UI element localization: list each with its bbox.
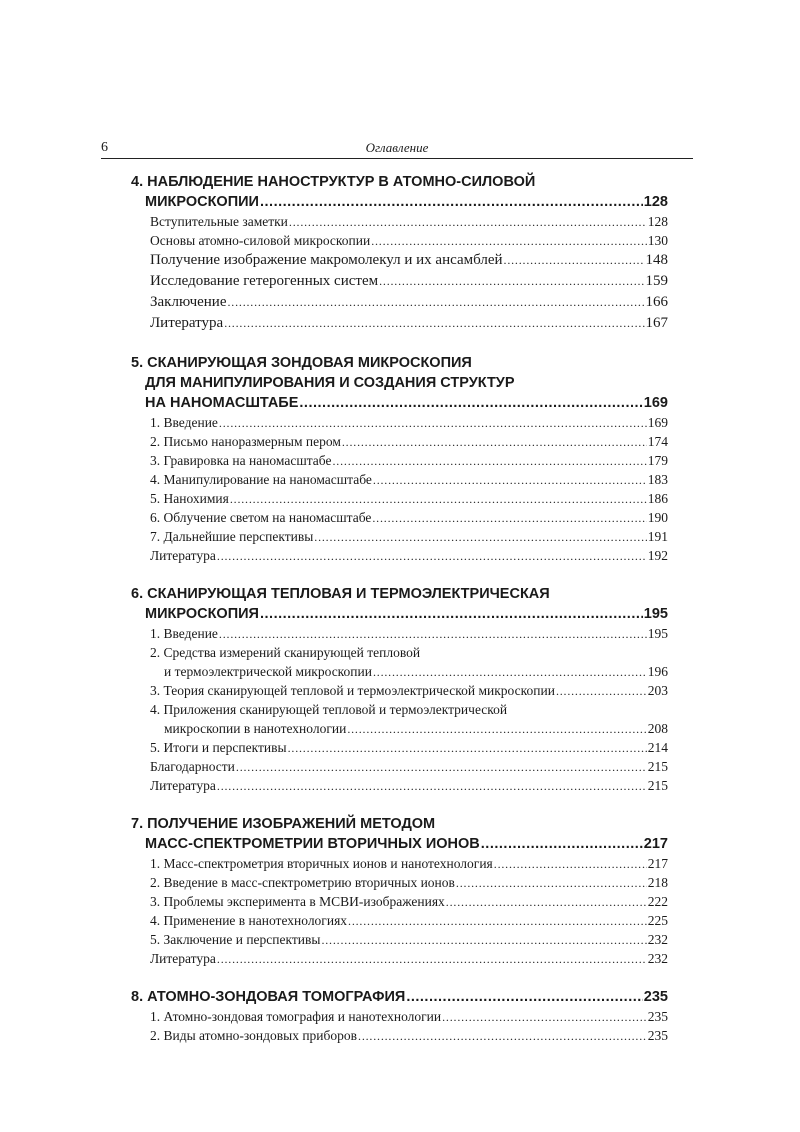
chapter-title-line[interactable] (131, 987, 668, 1007)
dot-leader (379, 271, 644, 292)
chapter-title-line[interactable] (131, 353, 668, 373)
toc-entry[interactable] (131, 250, 668, 271)
chapter-title-text: МАСС-СПЕКТРОМЕТРИИ ВТОРИЧНЫХ ИОНОВ (145, 836, 480, 852)
entry-page-number: 192 (647, 548, 668, 563)
toc-chapter-7 (131, 814, 668, 968)
running-title: Оглавление (365, 140, 429, 155)
entry-page-number: 179 (647, 453, 668, 468)
entry-page-number: 196 (647, 664, 668, 679)
entry-title: 3. Теория сканирующей тепловой и термоэлектрической микроскопии (150, 683, 555, 698)
toc-entry[interactable] (131, 508, 668, 527)
page-number: 6 (101, 140, 108, 155)
chapter-title-text: 8. АТОМНО-ЗОНДОВАЯ ТОМОГРАФИЯ (131, 989, 406, 1005)
chapter-page-number: 235 (643, 989, 668, 1005)
entry-page-number: 186 (647, 491, 668, 506)
entry-page-number: 214 (647, 740, 668, 755)
entry-page-number: 225 (647, 913, 668, 928)
toc-entry[interactable] (131, 854, 668, 873)
toc-entry[interactable] (131, 1026, 668, 1045)
entry-title: 1. Введение (150, 626, 218, 641)
table-of-contents (131, 172, 668, 1045)
toc-entry[interactable] (131, 451, 668, 470)
entry-title: 3. Проблемы эксперимента в МСВИ-изображениях (150, 894, 445, 909)
entry-title: Исследование гетерогенных систем (150, 273, 379, 289)
entry-page-number: 208 (647, 721, 668, 736)
dot-leader (556, 681, 647, 701)
entry-page-number: 169 (647, 415, 668, 430)
toc-entry[interactable] (131, 271, 668, 292)
chapter-page-number: 128 (643, 194, 668, 210)
toc-entry[interactable] (131, 546, 668, 565)
toc-entry[interactable] (131, 313, 668, 334)
entry-title: 4. Применение в нанотехнологиях (150, 913, 348, 928)
dot-leader (481, 834, 643, 854)
header-rule (101, 158, 693, 159)
chapter-title-line[interactable] (131, 192, 668, 212)
entry-page-number: 232 (647, 932, 668, 947)
dot-leader (260, 604, 643, 624)
entry-page-number: 183 (647, 472, 668, 487)
entry-page-number: 159 (645, 273, 668, 289)
chapter-title-text: 6. СКАНИРУЮЩАЯ ТЕПЛОВАЯ И ТЕРМОЭЛЕКТРИЧЕСКАЯ (131, 586, 550, 602)
entry-title: Основы атомно-силовой микроскопии (150, 233, 371, 248)
entry-page-number: 174 (647, 434, 668, 449)
dot-leader (321, 930, 646, 950)
dot-leader (373, 470, 647, 490)
chapter-title-text: 4. НАБЛЮДЕНИЕ НАНОСТРУКТУР В АТОМНО-СИЛОВОЙ (131, 174, 536, 190)
entry-title: Заключение (150, 294, 227, 310)
toc-entry[interactable] (131, 212, 668, 231)
entry-title: 1. Введение (150, 415, 218, 430)
entry-title: 7. Дальнейшие перспективы (150, 529, 314, 544)
toc-entry[interactable] (131, 470, 668, 489)
toc-chapter-4 (131, 172, 668, 334)
entry-title: 5. Итоги и перспективы (150, 740, 287, 755)
dot-leader (504, 250, 645, 271)
dot-leader (358, 1026, 647, 1046)
entry-title: 1. Атомно-зондовая томография и нанотехнологии (150, 1009, 442, 1024)
dot-leader (442, 1007, 647, 1027)
dot-leader (347, 719, 646, 739)
dot-leader (446, 892, 647, 912)
dot-leader (224, 313, 644, 334)
toc-entry[interactable] (131, 757, 668, 776)
dot-leader (236, 757, 647, 777)
toc-entry[interactable] (131, 489, 668, 508)
entry-title: 2. Средства измерений сканирующей тепловой (150, 645, 421, 660)
entry-title: микроскопии в нанотехнологии (164, 721, 347, 736)
entry-title: Получение изображение макромолекул и их ансамблей (150, 252, 503, 268)
entry-title: Благодарности (150, 759, 235, 774)
dot-leader (371, 231, 647, 251)
entry-page-number: 130 (647, 233, 668, 248)
entry-page-number: 203 (647, 683, 668, 698)
dot-leader (228, 292, 645, 313)
dot-leader (288, 738, 647, 758)
dot-leader (372, 508, 646, 528)
entry-page-number: 166 (645, 294, 668, 310)
entry-title: и термоэлектрической микроскопии (164, 664, 372, 679)
toc-entry[interactable] (131, 949, 668, 968)
entry-title: Литература (150, 315, 224, 331)
page-header (101, 140, 693, 158)
dot-leader (289, 212, 647, 232)
toc-entry[interactable] (131, 292, 668, 313)
entry-page-number: 218 (647, 875, 668, 890)
toc-entry[interactable] (131, 930, 668, 949)
toc-entry[interactable] (131, 662, 668, 681)
dot-leader (217, 546, 647, 566)
chapter-title-text: ДЛЯ МАНИПУЛИРОВАНИЯ И СОЗДАНИЯ СТРУКТУР (145, 375, 515, 391)
dot-leader (406, 987, 642, 1007)
dot-leader (219, 413, 647, 433)
entry-title: 2. Письмо наноразмерным пером (150, 434, 341, 449)
toc-chapter-6 (131, 584, 668, 795)
toc-entry[interactable] (131, 776, 668, 795)
entry-page-number: 167 (645, 315, 668, 331)
chapter-title-line[interactable] (131, 604, 668, 624)
chapter-title-line[interactable] (131, 373, 668, 393)
entry-title: Литература (150, 951, 216, 966)
toc-entry[interactable] (131, 911, 668, 930)
toc-entry[interactable] (131, 892, 668, 911)
entry-title: 1. Масс-спектрометрия вторичных ионов и нанотехнология (150, 856, 493, 871)
entry-title: 3. Гравировка на наномасштабе (150, 453, 332, 468)
entry-title: 6. Облучение светом на наномасштабе (150, 510, 372, 525)
toc-entry[interactable] (131, 527, 668, 546)
dot-leader (219, 624, 647, 644)
entry-page-number: 148 (645, 252, 668, 268)
entry-page-number: 217 (647, 856, 668, 871)
toc-chapter-5 (131, 353, 668, 565)
toc-entry[interactable] (131, 719, 668, 738)
chapter-title-line[interactable] (131, 834, 668, 854)
chapter-title-line[interactable] (131, 584, 668, 604)
dot-leader (333, 451, 647, 471)
entry-title: Вступительные заметки (150, 214, 288, 229)
chapter-title-line[interactable] (131, 172, 668, 192)
entry-page-number: 235 (647, 1009, 668, 1024)
toc-entry[interactable] (131, 432, 668, 451)
chapter-page-number: 217 (643, 836, 668, 852)
entry-title: 5. Заключение и перспективы (150, 932, 321, 947)
chapter-title-text: МИКРОСКОПИИ (145, 194, 259, 210)
toc-entry-line[interactable] (131, 700, 668, 719)
entry-page-number: 235 (647, 1028, 668, 1043)
entry-title: Литература (150, 778, 216, 793)
toc-chapter-8 (131, 987, 668, 1045)
entry-page-number: 215 (647, 778, 668, 793)
entry-title: Литература (150, 548, 216, 563)
entry-title: 2. Введение в масс-спектрометрию вторичных ионов (150, 875, 455, 890)
entry-title: 4. Приложения сканирующей тепловой и термоэлектрической (150, 702, 508, 717)
toc-entry[interactable] (131, 873, 668, 892)
dot-leader (314, 527, 646, 547)
toc-entry-line[interactable] (131, 643, 668, 662)
chapter-title-line[interactable] (131, 814, 668, 834)
toc-entry[interactable] (131, 738, 668, 757)
chapter-title-text: 7. ПОЛУЧЕНИЕ ИЗОБРАЖЕНИЙ МЕТОДОМ (131, 816, 436, 832)
entry-title: 4. Манипулирование на наномасштабе (150, 472, 372, 487)
dot-leader (373, 662, 647, 682)
entry-title: 2. Виды атомно-зондовых приборов (150, 1028, 358, 1043)
chapter-page-number: 195 (643, 606, 668, 622)
toc-entry[interactable] (131, 681, 668, 700)
toc-entry[interactable] (131, 1007, 668, 1026)
dot-leader (456, 873, 647, 893)
dot-leader (230, 489, 647, 509)
dot-leader (348, 911, 647, 931)
toc-entry[interactable] (131, 413, 668, 432)
dot-leader (217, 949, 647, 969)
entry-page-number: 195 (647, 626, 668, 641)
dot-leader (299, 393, 642, 413)
entry-page-number: 232 (647, 951, 668, 966)
toc-entry[interactable] (131, 624, 668, 643)
entry-page-number: 128 (647, 214, 668, 229)
dot-leader (494, 854, 647, 874)
dot-leader (342, 432, 647, 452)
dot-leader (260, 192, 643, 212)
chapter-title-text: МИКРОСКОПИЯ (145, 606, 259, 622)
entry-title: 5. Нанохимия (150, 491, 229, 506)
entry-page-number: 190 (647, 510, 668, 525)
chapter-page-number: 169 (643, 395, 668, 411)
dot-leader (217, 776, 647, 796)
entry-page-number: 215 (647, 759, 668, 774)
entry-page-number: 222 (647, 894, 668, 909)
toc-entry[interactable] (131, 231, 668, 250)
chapter-title-text: 5. СКАНИРУЮЩАЯ ЗОНДОВАЯ МИКРОСКОПИЯ (131, 355, 472, 371)
chapter-title-line[interactable] (131, 393, 668, 413)
chapter-title-text: НА НАНОМАСШТАБЕ (145, 395, 299, 411)
entry-page-number: 191 (647, 529, 668, 544)
